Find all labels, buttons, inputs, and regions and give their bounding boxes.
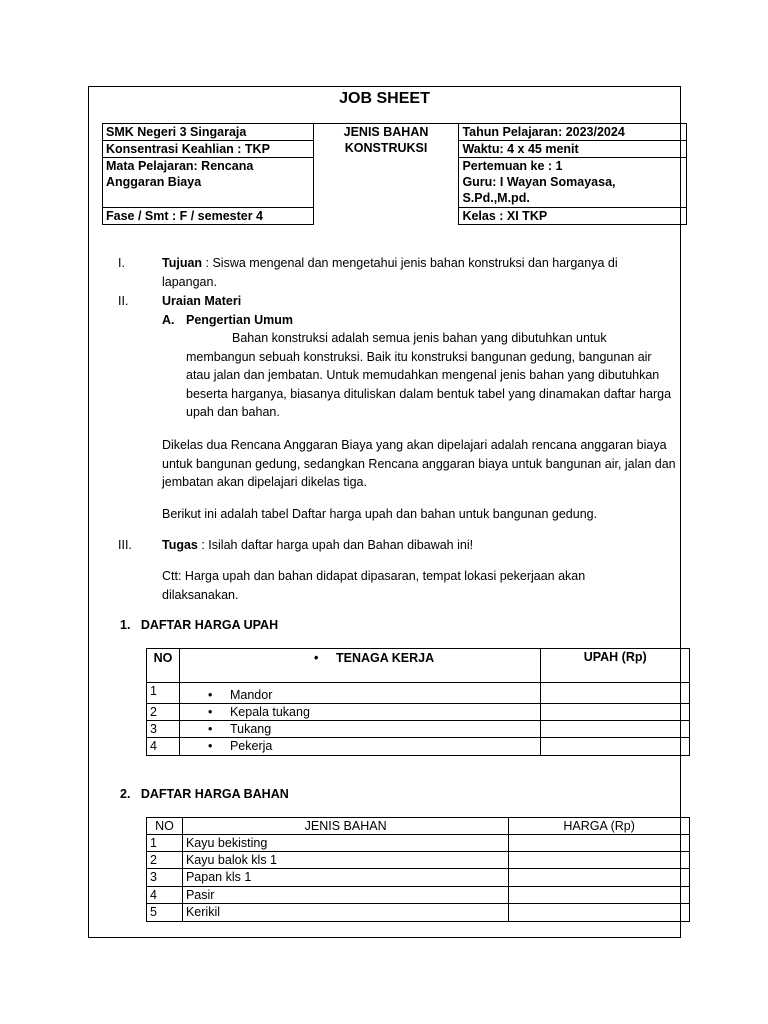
- bullet-icon: [208, 722, 230, 736]
- row-name-cell: [179, 721, 540, 738]
- row-no: 4: [147, 738, 180, 756]
- bullet-icon: [208, 688, 230, 702]
- paragraph-3: Berikut ini adalah tabel Daftar harga upah dan bahan untuk bangunan gedung.: [162, 507, 598, 521]
- row-name-cell: [179, 704, 540, 721]
- section-3-label: Tugas: [162, 538, 198, 552]
- school-cell: SMK Negeri 3 Singaraja: [103, 124, 314, 141]
- row-name: Papan kls 1: [182, 869, 508, 887]
- row-name: Kayu bekisting: [182, 835, 508, 852]
- pertemuan-text: Pertemuan ke : 1: [462, 159, 563, 173]
- paragraph-2: Dikelas dua Rencana Anggaran Biaya yang akan dipelajari adalah rencana anggaran biaya untuk bangunan gedung, sedangkan Rencana anggaran biaya untuk bangunan air, jalan dan jembatan akan dipelajari dikelas tiga.: [162, 438, 676, 489]
- table-row: [147, 721, 690, 738]
- row-name: Kayu balok kls 1: [182, 852, 508, 869]
- section-2-number: II.: [118, 294, 129, 308]
- bullet-icon: [208, 705, 230, 719]
- table-row: [147, 835, 690, 852]
- section-1-label: Tujuan: [162, 256, 203, 270]
- section-1-number: I.: [118, 256, 125, 270]
- row-price-cell[interactable]: [509, 835, 690, 852]
- subsection-a-label: Pengertian Umum: [186, 313, 293, 327]
- upah-col-tenaga: [179, 649, 540, 683]
- konsentrasi-cell: Konsentrasi Keahlian : TKP: [103, 141, 314, 158]
- row-price-cell[interactable]: [541, 721, 690, 738]
- bahan-table: [146, 817, 690, 922]
- row-price-cell[interactable]: [509, 869, 690, 887]
- row-name-cell: [179, 683, 540, 704]
- section-3-text: [162, 536, 644, 555]
- waktu-cell: Waktu: 4 x 45 menit: [459, 141, 687, 158]
- fase-cell: Fase / Smt : F / semester 4: [103, 208, 314, 225]
- row-name-cell: [179, 738, 540, 756]
- section-3-body: : Isilah daftar harga upah dan Bahan dibawah ini!: [197, 538, 474, 552]
- row-no: 4: [147, 887, 183, 904]
- row-no: 3: [147, 721, 180, 738]
- upah-col-tenaga-label: TENAGA KERJA: [335, 651, 435, 665]
- table-row: [147, 869, 690, 887]
- row-name: Pekerja: [229, 739, 273, 753]
- section-1-text: [162, 254, 644, 291]
- row-price-cell[interactable]: [541, 704, 690, 721]
- bullet-icon: [314, 651, 336, 665]
- table-row: [147, 704, 690, 721]
- table-row: [147, 887, 690, 904]
- subsection-a-number: A.: [162, 313, 175, 327]
- bahan-col-harga: HARGA (Rp): [509, 818, 690, 835]
- row-name: Kepala tukang: [229, 705, 310, 719]
- page-title: JOB SHEET: [339, 90, 430, 107]
- row-no: 3: [147, 869, 183, 887]
- table-row: [147, 683, 690, 704]
- section-1-body: : Siswa mengenal dan mengetahui jenis bahan konstruksi dan harganya di lapangan.: [162, 256, 618, 289]
- row-name: Mandor: [229, 688, 273, 702]
- table-row: [147, 852, 690, 869]
- row-no: 1: [147, 683, 180, 704]
- guru-text: Guru: I Wayan Somayasa, S.Pd.,M.pd.: [462, 175, 616, 205]
- subsection-a-paragraph: Bahan konstruksi adalah semua jenis bahan yang dibutuhkan untuk membangun sebuah konstruksi. Baik itu konstruksi bangunan gedung, bangunan air atau jalan dan jembatan. Untuk memudahkan mengenal jenis bahan yang dibutuhkan beserta harganya, biasanya dituliskan dalam bentuk tabel yang dinamakan daftar harga upah dan bahan.: [186, 331, 672, 419]
- section-2-label: Uraian Materi: [162, 294, 242, 308]
- upah-col-no: NO: [147, 649, 180, 683]
- row-no: 5: [147, 904, 183, 922]
- section-3-number: III.: [118, 538, 132, 552]
- row-price-cell[interactable]: [509, 887, 690, 904]
- row-price-cell[interactable]: [509, 904, 690, 922]
- row-price-cell[interactable]: [541, 683, 690, 704]
- row-no: 1: [147, 835, 183, 852]
- bullet-icon: [208, 739, 230, 753]
- note-paragraph: Ctt: Harga upah dan bahan didapat dipasaran, tempat lokasi pekerjaan akan dilaksanakan.: [162, 569, 586, 602]
- row-name: Pasir: [182, 887, 508, 904]
- pertemuan-guru-cell: [459, 158, 687, 208]
- kelas-cell: Kelas : XI TKP: [459, 208, 687, 225]
- row-name: Tukang: [229, 722, 272, 736]
- bahan-heading: 2. DAFTAR HARGA BAHAN: [120, 787, 289, 801]
- table-row: [147, 904, 690, 922]
- upah-col-upah: UPAH (Rp): [541, 649, 690, 683]
- bahan-col-jenis: JENIS BAHAN: [182, 818, 508, 835]
- upah-table: [146, 648, 690, 756]
- tahun-cell: Tahun Pelajaran: 2023/2024: [459, 124, 687, 141]
- row-price-cell[interactable]: [541, 738, 690, 756]
- mapel-cell: Mata Pelajaran: Rencana Anggaran Biaya: [103, 158, 314, 208]
- row-price-cell[interactable]: [509, 852, 690, 869]
- upah-heading: 1. DAFTAR HARGA UPAH: [120, 618, 279, 632]
- row-no: 2: [147, 704, 180, 721]
- bahan-col-no: NO: [147, 818, 183, 835]
- header-table: [102, 123, 687, 225]
- table-row: [147, 738, 690, 756]
- row-no: 2: [147, 852, 183, 869]
- row-name: Kerikil: [182, 904, 508, 922]
- topic-cell: JENIS BAHAN KONSTRUKSI: [313, 124, 459, 225]
